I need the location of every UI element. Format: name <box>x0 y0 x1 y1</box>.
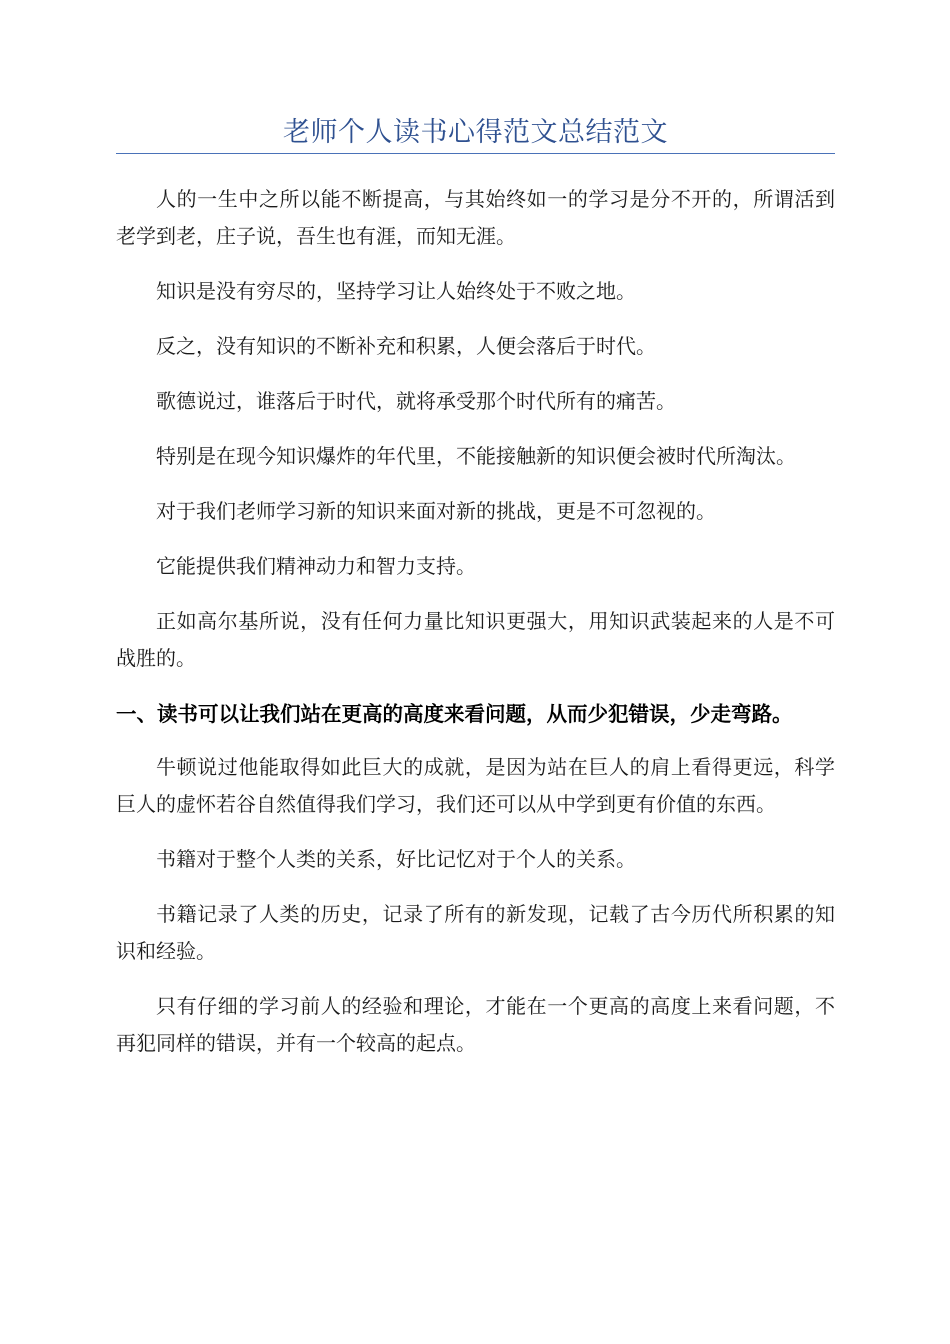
paragraph: 它能提供我们精神动力和智力支持。 <box>156 554 476 578</box>
document-body <box>116 154 835 1062</box>
paragraph: 特别是在现今知识爆炸的年代里，不能接触新的知识便会被时代所淘汰。 <box>156 444 796 468</box>
section-heading: 一、读书可以让我们站在更高的高度来看问题，从而少犯错误，少走弯路。 <box>116 702 793 726</box>
paragraph: 对于我们老师学习新的知识来面对新的挑战，更是不可忽视的。 <box>156 499 716 523</box>
paragraph: 歌德说过，谁落后于时代，就将承受那个时代所有的痛苦。 <box>156 389 676 413</box>
paragraph: 牛顿说过他能取得如此巨大的成就，是因为站在巨人的肩上看得更远，科学巨人的虚怀若谷自然值得我们学习，我们还可以从中学到更有价值的东西。 <box>116 755 835 816</box>
paragraph: 反之，没有知识的不断补充和积累，人便会落后于时代。 <box>156 334 656 358</box>
paragraph: 书籍对于整个人类的关系，好比记忆对于个人的关系。 <box>156 847 636 871</box>
document-page <box>116 0 835 1080</box>
paragraph: 知识是没有穷尽的，坚持学习让人始终处于不败之地。 <box>156 279 636 303</box>
document-title: 老师个人读书心得范文总结范文 <box>283 117 668 148</box>
paragraph: 正如高尔基所说，没有任何力量比知识更强大，用知识武装起来的人是不可战胜的。 <box>116 609 835 670</box>
paragraph: 书籍记录了人类的历史，记录了所有的新发现，记载了古今历代所积累的知识和经验。 <box>116 902 835 963</box>
paragraph: 只有仔细的学习前人的经验和理论，才能在一个更高的高度上来看问题，不再犯同样的错误，并有一个较高的起点。 <box>116 994 835 1055</box>
paragraph: 人的一生中之所以能不断提高，与其始终如一的学习是分不开的，所谓活到老学到老，庄子说，吾生也有涯，而知无涯。 <box>116 187 835 248</box>
